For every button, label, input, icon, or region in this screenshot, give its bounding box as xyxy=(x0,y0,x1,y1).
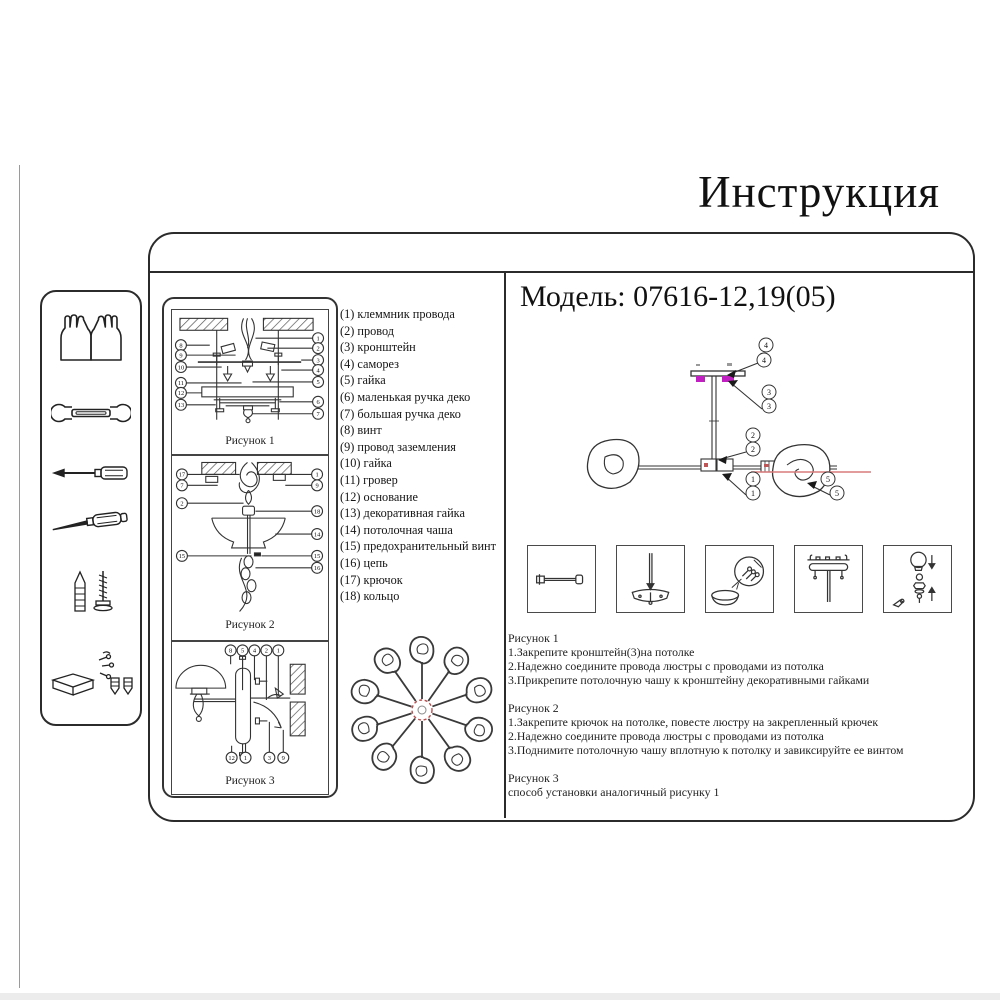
svg-text:5: 5 xyxy=(316,379,320,387)
chandelier-side-view xyxy=(515,333,975,543)
instruction-heading: Рисунок 1 xyxy=(508,631,559,645)
part-item: (10) гайка xyxy=(340,456,392,471)
svg-text:3: 3 xyxy=(767,401,771,411)
svg-text:1: 1 xyxy=(243,754,248,762)
part-item: (17) крючок xyxy=(340,572,403,587)
svg-text:1: 1 xyxy=(276,647,280,655)
svg-text:16: 16 xyxy=(313,565,321,573)
svg-text:6: 6 xyxy=(316,399,320,407)
svg-text:1: 1 xyxy=(315,471,319,479)
part-item: (8) винт xyxy=(340,423,382,438)
svg-text:1: 1 xyxy=(751,488,755,498)
svg-text:2: 2 xyxy=(316,345,320,353)
part-item: (7) большая ручка деко xyxy=(340,406,461,421)
model-heading: Модель: 07616-12,19(05) xyxy=(520,280,836,313)
svg-text:12: 12 xyxy=(228,754,235,762)
svg-text:9: 9 xyxy=(179,352,183,360)
assembly-steps-row xyxy=(527,545,967,613)
svg-text:7: 7 xyxy=(180,482,184,490)
instruction-line: 2.Надежно соедините провода люстры с проводами из потолка xyxy=(508,659,824,673)
page-title: Инструкция xyxy=(698,167,940,217)
instruction-block-1 xyxy=(508,631,966,687)
part-item: (18) кольцо xyxy=(340,589,400,604)
figure-1-drawing xyxy=(172,310,328,436)
instructions-text xyxy=(508,631,966,813)
svg-text:3: 3 xyxy=(767,387,771,397)
step-insert-rod xyxy=(616,545,685,613)
figure-3-drawing xyxy=(172,642,328,774)
svg-text:11: 11 xyxy=(177,380,185,388)
part-item: (14) потолочная чаша xyxy=(340,522,453,537)
svg-text:5: 5 xyxy=(835,488,839,498)
page-edge-line xyxy=(19,165,20,988)
svg-text:5: 5 xyxy=(826,474,830,484)
instruction-line: 2.Надежно соедините провода люстры с проводами из потолка xyxy=(508,729,824,743)
svg-text:1: 1 xyxy=(751,474,755,484)
svg-text:8: 8 xyxy=(229,647,233,655)
parts-list xyxy=(340,306,512,605)
svg-text:5: 5 xyxy=(240,647,245,655)
hub-dashed-circle xyxy=(412,700,432,720)
part-item: (5) гайка xyxy=(340,373,386,388)
svg-text:2: 2 xyxy=(264,647,269,655)
figure-1-caption: Рисунок 1 xyxy=(225,435,275,447)
svg-text:7: 7 xyxy=(316,411,320,419)
figure-2-drawing xyxy=(172,456,328,618)
part-item: (13) декоративная гайка xyxy=(340,506,465,521)
svg-text:2: 2 xyxy=(180,500,184,508)
part-item: (2) провод xyxy=(340,323,395,338)
step-mount-bracket xyxy=(794,545,863,613)
part-item: (12) основание xyxy=(340,489,418,504)
svg-text:3: 3 xyxy=(267,754,271,762)
svg-text:2: 2 xyxy=(751,430,755,440)
svg-text:9: 9 xyxy=(281,754,285,762)
page-bottom-shadow xyxy=(0,993,1000,1000)
header-divider-line xyxy=(148,271,975,273)
instruction-block-3 xyxy=(508,771,966,799)
figure-3 xyxy=(171,641,329,795)
svg-text:12: 12 xyxy=(177,390,185,398)
svg-text:3: 3 xyxy=(316,357,320,365)
svg-text:15: 15 xyxy=(178,553,186,561)
instruction-heading: Рисунок 3 xyxy=(508,771,559,785)
svg-text:4: 4 xyxy=(252,647,257,655)
svg-text:17: 17 xyxy=(178,471,186,479)
part-item: (16) цепь xyxy=(340,555,388,570)
part-item: (1) клеммник провода xyxy=(340,307,455,321)
svg-text:1: 1 xyxy=(316,335,320,343)
part-item: (15) предохранительный винт xyxy=(340,539,497,554)
svg-text:18: 18 xyxy=(313,508,321,516)
figure-3-caption: Рисунок 3 xyxy=(225,775,275,787)
tools-sidebar xyxy=(40,290,142,726)
instruction-line: 1.Закрепите крючок на потолке, повесте люстру на закрепленный крючек xyxy=(508,715,879,729)
wrench-icon xyxy=(42,398,140,428)
svg-text:13: 13 xyxy=(177,402,185,410)
awl-screwdriver-icon xyxy=(42,505,140,537)
part-item: (3) кронштейн xyxy=(340,340,416,355)
instruction-line: 1.Закрепите кронштейн(3)на потолке xyxy=(508,645,695,659)
svg-text:4: 4 xyxy=(316,367,320,375)
figure-2-caption: Рисунок 2 xyxy=(225,619,275,631)
step-screw-shade-detail xyxy=(705,545,774,613)
flat-screwdriver-icon xyxy=(42,464,140,482)
step-arm-rod xyxy=(527,545,596,613)
figure-2 xyxy=(171,455,329,641)
instruction-line: способ установки аналогичный рисунку 1 xyxy=(508,785,720,799)
part-item: (9) провод заземления xyxy=(340,439,456,454)
gloves-icon xyxy=(42,310,140,362)
part-item: (6) маленькая ручка деко xyxy=(340,389,471,404)
dowel-and-screw-icon xyxy=(42,567,140,613)
fasteners-kit-icon xyxy=(42,650,140,698)
svg-text:8: 8 xyxy=(179,342,183,350)
part-item: (4) саморез xyxy=(340,356,400,371)
svg-text:9: 9 xyxy=(315,482,319,490)
chandelier-top-view xyxy=(342,628,504,799)
figure-3-callouts xyxy=(228,648,284,762)
svg-text:15: 15 xyxy=(313,553,321,561)
instruction-line: 3.Поднимите потолочную чашу вплотную к потолку и завиксируйте ее винтом xyxy=(508,743,904,757)
svg-text:4: 4 xyxy=(764,340,768,350)
svg-text:14: 14 xyxy=(313,531,321,539)
figures-panel xyxy=(162,297,338,798)
step-bulb-assembly xyxy=(883,545,952,613)
svg-text:4: 4 xyxy=(762,355,766,365)
part-item: (11) гровер xyxy=(340,472,398,487)
figure-1 xyxy=(171,309,329,455)
svg-text:10: 10 xyxy=(177,364,185,372)
instruction-block-2 xyxy=(508,701,966,757)
instruction-line: 3.Прикрепите потолочную чашу к кронштейну декоративными гайками xyxy=(508,673,870,687)
instruction-heading: Рисунок 2 xyxy=(508,701,559,715)
svg-text:2: 2 xyxy=(751,444,755,454)
